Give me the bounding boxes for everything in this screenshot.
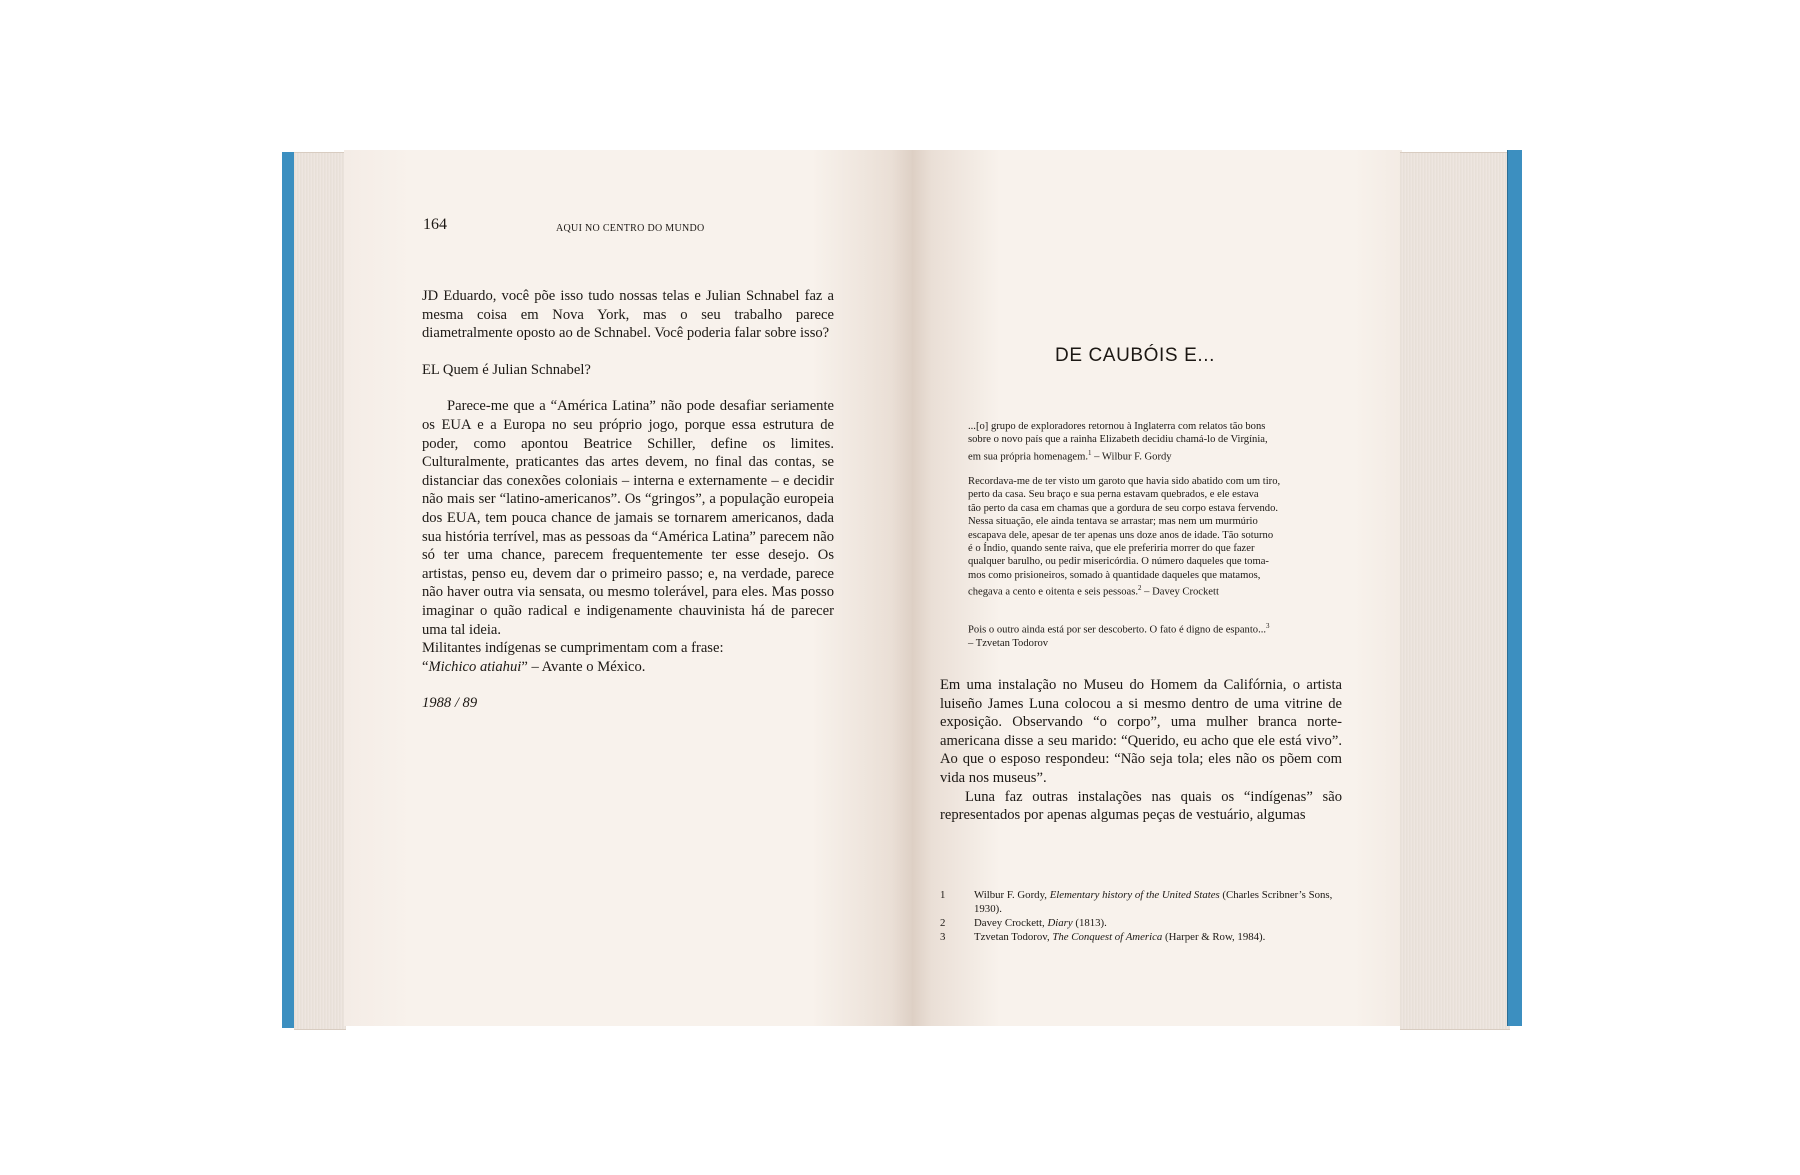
paragraph-el: EL Quem é Julian Schnabel? xyxy=(422,361,591,378)
epigraph-2-line: Nessa situação, ele ainda tentava se arrastar; mas nem um murmúrio xyxy=(968,516,1258,528)
date-line: 1988 / 89 xyxy=(422,695,478,712)
greeting-rest: ” – Avante o México. xyxy=(521,658,646,675)
paragraph-main: Parece-me que a “América Latina” não pode desafiar seriamente os EUA e a Europa no seu próprio jogo, porque essa estrutura de poder, como apontou Beatrice Schiller, define os limites. Culturalmente, praticantes das artes devem, no final das contas, se distanciar das conexões coloniais – interna e externamente – e decidir não mais ser “latino-americanos”. Os “gringos”, a população europeia dos EUA, tem pouca chance de jamais se tornarem americanos, dada sua história terrível, mas as pessoas da “América Latina” parecem não só ter uma chance, parecem frequentemente ter esse desejo. Os artistas, penso eu, devem dar o primeiro passo; e, na verdade, parece não haver outra via sensata, ou mesmo tolerável, para eles. Mas posso imaginar o quão radical e indigenamente chauvinista há de parecer uma tal ideia. xyxy=(422,398,834,638)
epigraph-1-line: ...[o] grupo de exploradores retornou à Inglaterra com relatos tão bons xyxy=(968,421,1266,432)
epigraph-author: – Wilbur F. Gordy xyxy=(1091,451,1172,463)
epigraph-3 xyxy=(968,620,1348,650)
epigraph-3-line: Pois o outro ainda está por ser descoberto. O fato é digno de espanto... xyxy=(968,624,1267,636)
epigraph-1-line: sobre o novo país que a rainha Elizabeth decidiu chamá-lo de Virgínia, xyxy=(968,434,1268,446)
paragraph-jd: JD Eduardo, você põe isso tudo nossas telas e Julian Schnabel faz a mesma coisa em Nova York, mas o seu trabalho parece diametralmente oposto ao de Schnabel. Você poderia falar sobre isso? xyxy=(422,288,834,342)
epigraph-author: – Davey Crockett xyxy=(1141,586,1219,598)
footnote-text: Wilbur F. Gordy, xyxy=(974,889,1050,901)
epigraph-author: – Tzvetan Todorov xyxy=(968,637,1049,649)
footnote-title: The Conquest of America xyxy=(1052,931,1163,943)
footnote-item xyxy=(940,916,1350,930)
footnote-ref: 2 xyxy=(1138,584,1142,593)
running-head: AQUI NO CENTRO DO MUNDO xyxy=(556,223,705,234)
footnote-number: 1 xyxy=(940,889,946,901)
footnote-number: 2 xyxy=(940,917,946,929)
footnote-item xyxy=(940,930,1350,944)
footnotes xyxy=(940,888,1350,944)
page-edges-left xyxy=(294,152,346,1030)
footnote-text: (Harper & Row, 1984). xyxy=(1162,931,1266,943)
epigraph-2 xyxy=(968,475,1348,599)
epigraph-2-line: Recordava-me de ter visto um garoto que havia sido abatido com um tiro, xyxy=(968,476,1281,487)
footnote-text: (Charles Scribner’s Sons, 1930). xyxy=(974,889,1333,915)
epigraph-2-line: tão perto da casa em chamas que a gordura de seu corpo estava fervendo. xyxy=(968,502,1279,514)
footnote-ref: 3 xyxy=(1266,622,1270,630)
greeting-italic: Michico atiahui xyxy=(428,658,522,675)
footnote-ref: 1 xyxy=(1088,448,1092,457)
footnote-text: (1813). xyxy=(1072,917,1107,929)
footnote-number: 3 xyxy=(940,931,946,943)
epigraph-2-line: é o Índio, quando sente raiva, que ele preferiria morrer do que fazer xyxy=(968,543,1255,555)
paragraph-militantes: Militantes indígenas se cumprimentam com a frase: xyxy=(422,640,724,657)
epigraph-2-line: escapava dele, apesar de ter apenas uns doze anos de idade. Tão soturno xyxy=(968,529,1274,541)
footnote-text: Davey Crockett, xyxy=(974,917,1048,929)
footnote-title: Elementary history of the United States xyxy=(1049,889,1220,901)
body-paragraph: Em uma instalação no Museu do Homem da Califórnia, o artista luiseño James Luna colocou a si mesmo dentro de uma vitrine de exposição. Observando “o corpo”, uma mulher branca norte-americana disse a seu marido: “Querido, eu acho que ele está vivo”. Ao que o esposo respondeu: “Não seja tola; eles não os põem com vida nos museus”. xyxy=(940,677,1342,786)
epigraph-2-line: chegava a cento e oitenta e seis pessoas. xyxy=(968,586,1139,598)
epigraph-2-line: mos como prisioneiros, somado à quantidade daqueles que matamos, xyxy=(968,569,1261,581)
page-edges-right xyxy=(1400,152,1510,1030)
epigraph-1-line: em sua própria homenagem. xyxy=(968,451,1089,463)
chapter-title: DE CAUBÓIS E... xyxy=(1055,345,1215,366)
footnote-item xyxy=(940,888,1350,916)
epigraph-2-line: qualquer barulho, ou pedir misericórdia. O número daqueles que toma- xyxy=(968,556,1269,568)
epigraph-1 xyxy=(968,420,1348,464)
body-paragraph: Luna faz outras instalações nas quais os “indígenas” são representados por apenas algumas peças de vestuário, algumas xyxy=(940,788,1342,824)
page-number: 164 xyxy=(423,216,447,233)
left-page-text xyxy=(422,287,834,713)
right-page-text xyxy=(940,676,1342,825)
book-cover-right xyxy=(1507,150,1522,1026)
footnote-title: Diary xyxy=(1047,917,1073,929)
epigraph-2-line: perto da casa. Seu braço e sua perna estavam quebrados, e ele estava xyxy=(968,489,1259,501)
footnote-text: Tzvetan Todorov, xyxy=(974,931,1053,943)
paragraph-greeting: “Michico atiahui” – Avante o México. xyxy=(422,658,646,675)
